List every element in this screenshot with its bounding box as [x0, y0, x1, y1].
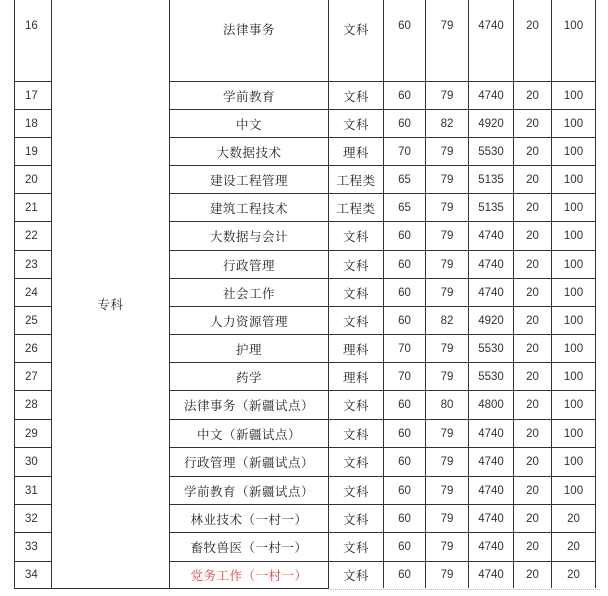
credits-cell: 79: [440, 20, 454, 32]
row-number-cell: 31: [25, 484, 38, 497]
other-fee-cell: 100: [563, 427, 584, 440]
major-name-cell: 行政管理（新疆试点）: [183, 455, 314, 470]
credits-cell: 79: [440, 512, 454, 525]
exam-fee-cell: 20: [526, 569, 539, 581]
credits-cell: 82: [440, 314, 454, 327]
exam-fee-cell: 20: [526, 145, 539, 158]
exam-fee-cell: 20: [526, 286, 539, 299]
tuition-cell: 4740: [478, 541, 504, 553]
major-name-cell: 药学: [235, 369, 262, 385]
major-name-cell: 建设工程管理: [209, 172, 288, 188]
min-score-cell: 60: [398, 89, 411, 102]
credits-cell: 79: [440, 286, 454, 299]
other-fee-cell: 100: [563, 173, 584, 186]
subject-cell: 文科: [342, 88, 369, 104]
major-name-cell: 大数据技术: [216, 144, 282, 160]
min-score-cell: 65: [398, 173, 411, 186]
major-name-cell: 中文: [235, 116, 262, 132]
row-number-cell: 30: [25, 456, 38, 468]
row-number-cell: 22: [25, 230, 38, 242]
min-score-cell: 60: [398, 20, 411, 32]
row-number-cell: 26: [25, 342, 38, 355]
row-number-cell: 28: [25, 399, 38, 411]
min-score-cell: 60: [398, 117, 411, 130]
tuition-cell: 4740: [478, 427, 504, 440]
tuition-cell: 4740: [478, 20, 504, 32]
credits-cell: 79: [440, 456, 454, 468]
tuition-cell: 4740: [478, 569, 504, 581]
row-number-cell: 23: [25, 258, 38, 271]
min-score-cell: 60: [398, 399, 411, 411]
major-name-cell: 法律事务: [222, 22, 275, 37]
exam-fee-cell: 20: [526, 258, 539, 271]
other-fee-cell: 100: [563, 201, 584, 214]
tuition-cell: 5530: [478, 145, 504, 158]
tuition-cell: 4740: [478, 258, 504, 271]
min-score-cell: 70: [398, 342, 411, 355]
major-name-cell: 法律事务（新疆试点）: [183, 398, 314, 413]
other-fee-cell: 100: [563, 370, 584, 383]
exam-fee-cell: 20: [526, 399, 539, 411]
exam-fee-cell: 20: [526, 173, 539, 186]
credits-cell: 79: [440, 201, 454, 214]
exam-fee-cell: 20: [526, 117, 539, 130]
major-name-cell: 畜牧兽医（一村一）: [190, 540, 308, 555]
major-name-cell: 林业技术（一村一）: [190, 511, 308, 527]
credits-cell: 80: [440, 399, 454, 411]
other-fee-cell: 100: [563, 89, 584, 102]
other-fee-cell: 100: [563, 314, 584, 327]
min-score-cell: 60: [398, 286, 411, 299]
other-fee-cell: 100: [563, 456, 584, 468]
min-score-cell: 60: [398, 512, 411, 525]
grid-line: [14, 588, 52, 589]
exam-fee-cell: 20: [526, 427, 539, 440]
row-number-cell: 29: [25, 427, 38, 440]
row-number-cell: 32: [25, 512, 38, 525]
min-score-cell: 60: [398, 427, 411, 440]
credits-cell: 79: [440, 370, 454, 383]
tuition-cell: 4740: [478, 286, 504, 299]
subject-cell: 文科: [342, 229, 369, 244]
grid-line: [595, 0, 596, 588]
min-score-cell: 65: [398, 201, 411, 214]
subject-cell: 文科: [342, 426, 369, 442]
subject-cell: 文科: [342, 568, 369, 583]
min-score-cell: 60: [398, 258, 411, 271]
other-fee-cell: 100: [563, 342, 584, 355]
exam-fee-cell: 20: [526, 512, 539, 525]
subject-cell: 文科: [342, 511, 369, 527]
row-number-cell: 27: [25, 370, 38, 383]
major-name-cell: 护理: [235, 341, 262, 357]
row-number-cell: 19: [25, 145, 38, 158]
subject-cell: 文科: [342, 285, 369, 301]
credits-cell: 79: [440, 230, 454, 242]
exam-fee-cell: 20: [526, 201, 539, 214]
tuition-cell: 4800: [478, 399, 504, 411]
credits-cell: 79: [440, 258, 454, 271]
exam-fee-cell: 20: [526, 314, 539, 327]
other-fee-cell: 100: [563, 484, 584, 497]
credits-cell: 79: [440, 173, 454, 186]
subject-cell: 工程类: [336, 200, 376, 216]
other-fee-cell: 100: [563, 117, 584, 130]
min-score-cell: 60: [398, 484, 411, 497]
category-cell: 专科: [97, 297, 124, 312]
exam-fee-cell: 20: [526, 370, 539, 383]
tuition-cell: 5530: [478, 342, 504, 355]
credits-cell: 79: [440, 484, 454, 497]
tuition-cell: 5135: [478, 173, 504, 186]
tuition-cell: 4740: [478, 512, 504, 525]
subject-cell: 文科: [342, 313, 369, 329]
grid-line: [51, 588, 170, 589]
major-name-cell: 中文（新疆试点）: [196, 426, 301, 442]
major-name-cell: 社会工作: [222, 285, 275, 301]
row-number-cell: 21: [25, 201, 38, 214]
exam-fee-cell: 20: [526, 484, 539, 497]
subject-cell: 文科: [342, 455, 369, 470]
min-score-cell: 60: [398, 456, 411, 468]
other-fee-cell: 20: [567, 541, 580, 553]
row-number-cell: 18: [25, 117, 38, 130]
row-number-cell: 33: [25, 541, 38, 553]
major-name-cell: 学前教育: [222, 88, 275, 104]
tuition-cell: 4740: [478, 456, 504, 468]
min-score-cell: 60: [398, 541, 411, 553]
row-number-cell: 16: [25, 20, 38, 32]
min-score-cell: 60: [398, 314, 411, 327]
min-score-cell: 70: [398, 145, 411, 158]
tuition-cell: 4740: [478, 89, 504, 102]
tuition-cell: 5530: [478, 370, 504, 383]
subject-cell: 理科: [342, 369, 369, 385]
subject-cell: 文科: [342, 257, 369, 273]
credits-cell: 79: [440, 145, 454, 158]
tuition-cell: 4740: [478, 230, 504, 242]
min-score-cell: 70: [398, 370, 411, 383]
min-score-cell: 60: [398, 569, 411, 581]
subject-cell: 文科: [342, 540, 369, 555]
credits-cell: 82: [440, 117, 454, 130]
subject-cell: 理科: [342, 144, 369, 160]
credits-cell: 79: [440, 342, 454, 355]
major-name-cell: 学前教育（新疆试点）: [183, 483, 314, 499]
other-fee-cell: 100: [563, 258, 584, 271]
credits-cell: 79: [440, 427, 454, 440]
major-name-cell: 大数据与会计: [209, 229, 288, 244]
credits-cell: 79: [440, 89, 454, 102]
other-fee-cell: 100: [563, 20, 584, 32]
tuition-cell: 5135: [478, 201, 504, 214]
subject-cell: 文科: [342, 398, 369, 413]
row-number-cell: 25: [25, 314, 38, 327]
credits-cell: 79: [440, 569, 454, 581]
exam-fee-cell: 20: [526, 89, 539, 102]
other-fee-cell: 20: [567, 512, 580, 525]
subject-cell: 工程类: [336, 172, 376, 188]
major-name-cell: 建筑工程技术: [209, 200, 288, 216]
other-fee-cell: 100: [563, 230, 584, 242]
min-score-cell: 60: [398, 230, 411, 242]
tuition-cell: 4920: [478, 117, 504, 130]
major-name-cell: 人力资源管理: [209, 313, 288, 329]
grid-line: [169, 588, 329, 589]
table-bottom-dotted-rule: [330, 589, 600, 590]
exam-fee-cell: 20: [526, 20, 539, 32]
credits-cell: 79: [440, 541, 454, 553]
row-number-cell: 24: [25, 286, 38, 299]
tuition-cell: 4920: [478, 314, 504, 327]
other-fee-cell: 100: [563, 286, 584, 299]
major-name-cell: 党务工作（一村一）: [190, 568, 308, 583]
row-number-cell: 20: [25, 173, 38, 186]
other-fee-cell: 100: [563, 145, 584, 158]
exam-fee-cell: 20: [526, 456, 539, 468]
other-fee-cell: 100: [563, 399, 584, 411]
subject-cell: 文科: [342, 483, 369, 499]
row-number-cell: 17: [25, 89, 38, 102]
exam-fee-cell: 20: [526, 230, 539, 242]
major-name-cell: 行政管理: [222, 257, 275, 273]
row-number-cell: 34: [25, 569, 38, 581]
subject-cell: 理科: [342, 341, 369, 357]
other-fee-cell: 20: [567, 569, 580, 581]
tuition-cell: 4740: [478, 484, 504, 497]
exam-fee-cell: 20: [526, 541, 539, 553]
subject-cell: 文科: [342, 22, 369, 37]
exam-fee-cell: 20: [526, 342, 539, 355]
subject-cell: 文科: [342, 116, 369, 132]
